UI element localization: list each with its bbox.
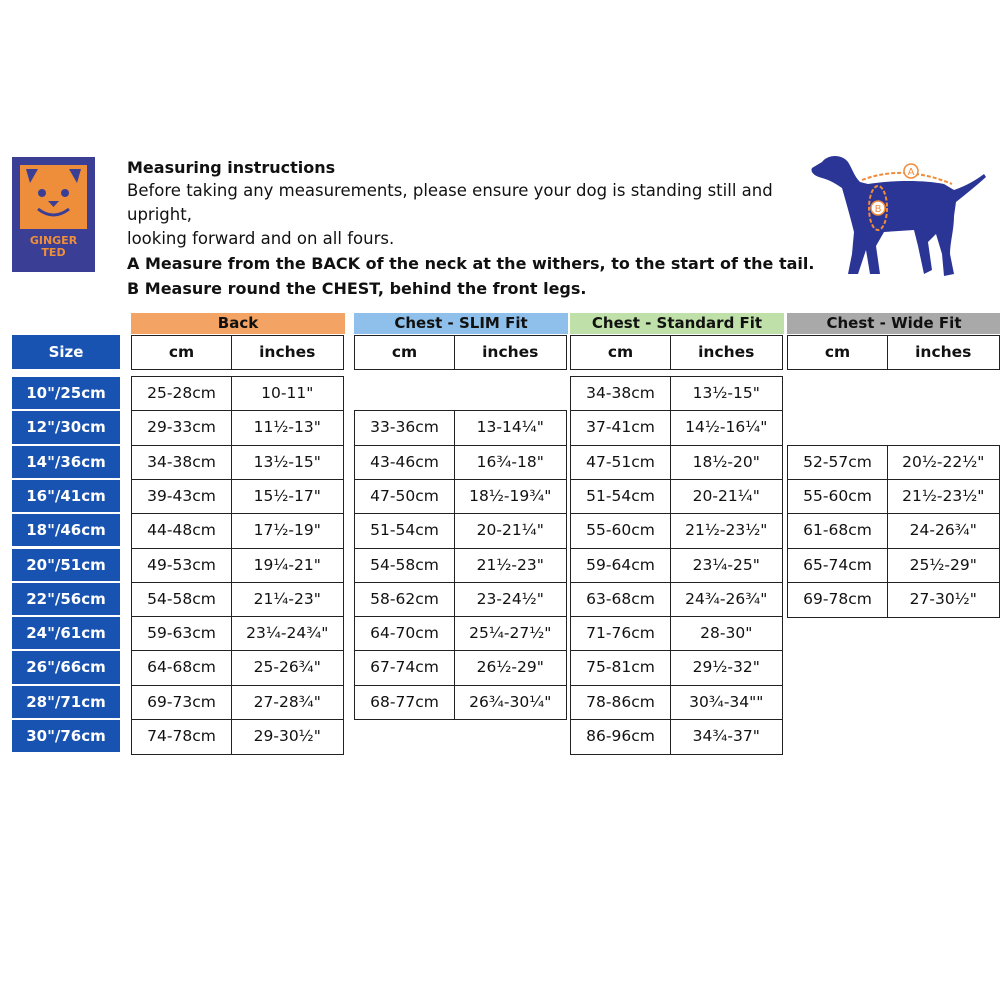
- table-cell-inches: 26¾-30¼": [454, 685, 568, 721]
- table-cell-inches: 13-14¼": [454, 410, 568, 446]
- table-cell-inches: 18½-19¾": [454, 479, 568, 515]
- table-cell-cm: 34-38cm: [570, 376, 671, 412]
- table-cell-cm: 61-68cm: [787, 513, 888, 549]
- table-cell-cm: 54-58cm: [131, 582, 232, 618]
- subheader-cm: cm: [570, 335, 671, 370]
- table-cell-cm: 37-41cm: [570, 410, 671, 446]
- table-cell-cm: 59-63cm: [131, 616, 232, 652]
- table-cell-inches: 29½-32": [670, 650, 784, 686]
- table-cell-inches: 28-30": [670, 616, 784, 652]
- table-cell-inches: 23-24½": [454, 582, 568, 618]
- table-cell-cm: 64-70cm: [354, 616, 455, 652]
- table-cell-cm: 67-74cm: [354, 650, 455, 686]
- size-header: Size: [12, 335, 120, 369]
- logo-line2: TED: [41, 246, 66, 259]
- table-cell-cm: 58-62cm: [354, 582, 455, 618]
- table-cell-cm: 47-51cm: [570, 445, 671, 481]
- table-cell-cm: 65-74cm: [787, 548, 888, 584]
- size-row-label: 26"/66cm: [12, 651, 120, 685]
- table-cell-cm: 39-43cm: [131, 479, 232, 515]
- subheader-cm: cm: [354, 335, 455, 370]
- table-cell-inches: 26½-29": [454, 650, 568, 686]
- table-cell-inches: 13½-15": [670, 376, 784, 412]
- size-row-label: 28"/71cm: [12, 686, 120, 720]
- table-cell-inches: 27-30½": [887, 582, 1000, 618]
- table-cell-inches: 20-21¼": [454, 513, 568, 549]
- table-cell-inches: 20-21¼": [670, 479, 784, 515]
- table-cell-inches: 21½-23½": [670, 513, 784, 549]
- table-cell-inches: 23¼-24¾": [231, 616, 345, 652]
- size-row-label: 30"/76cm: [12, 720, 120, 754]
- table-cell-cm: 64-68cm: [131, 650, 232, 686]
- group-header-wide: Chest - Wide Fit: [787, 313, 1000, 334]
- table-cell-inches: 25½-29": [887, 548, 1000, 584]
- table-cell-cm: 51-54cm: [570, 479, 671, 515]
- table-cell-cm: 51-54cm: [354, 513, 455, 549]
- subheader-cm: cm: [131, 335, 232, 370]
- table-cell-inches: 16¾-18": [454, 445, 568, 481]
- size-row-label: 10"/25cm: [12, 377, 120, 411]
- group-header-standard: Chest - Standard Fit: [570, 313, 784, 334]
- table-cell-cm: 52-57cm: [787, 445, 888, 481]
- table-cell-cm: 59-64cm: [570, 548, 671, 584]
- subheader-inches: inches: [670, 335, 784, 370]
- table-cell-cm: 44-48cm: [131, 513, 232, 549]
- ginger-ted-logo: [12, 157, 95, 272]
- table-cell-cm: 86-96cm: [570, 719, 671, 755]
- size-row-label: 20"/51cm: [12, 549, 120, 583]
- table-cell-cm: 63-68cm: [570, 582, 671, 618]
- size-row-label: 22"/56cm: [12, 583, 120, 617]
- label-b: B: [874, 204, 882, 215]
- table-cell-cm: 74-78cm: [131, 719, 232, 755]
- subheader-inches: inches: [454, 335, 568, 370]
- measuring-instructions: [127, 157, 817, 301]
- table-cell-inches: 21½-23": [454, 548, 568, 584]
- table-cell-inches: 20½-22½": [887, 445, 1000, 481]
- subheader-inches: inches: [887, 335, 1000, 370]
- table-cell-cm: 75-81cm: [570, 650, 671, 686]
- table-cell-inches: 24-26¾": [887, 513, 1000, 549]
- table-cell-inches: 17½-19": [231, 513, 345, 549]
- table-cell-inches: 11½-13": [231, 410, 345, 446]
- instructions-line2: looking forward and on all fours.: [127, 229, 395, 248]
- table-cell-cm: 69-73cm: [131, 685, 232, 721]
- size-row-label: 16"/41cm: [12, 480, 120, 514]
- table-cell-inches: 25¼-27½": [454, 616, 568, 652]
- table-cell-inches: 10-11": [231, 376, 345, 412]
- subheader-inches: inches: [231, 335, 345, 370]
- table-cell-cm: 78-86cm: [570, 685, 671, 721]
- table-cell-cm: 34-38cm: [131, 445, 232, 481]
- table-cell-inches: 21½-23½": [887, 479, 1000, 515]
- table-cell-cm: 47-50cm: [354, 479, 455, 515]
- table-cell-cm: 25-28cm: [131, 376, 232, 412]
- size-row-label: 14"/36cm: [12, 446, 120, 480]
- table-cell-cm: 55-60cm: [787, 479, 888, 515]
- label-a: A: [907, 167, 915, 178]
- table-cell-inches: 23¼-25": [670, 548, 784, 584]
- group-header-back: Back: [131, 313, 345, 334]
- size-row-label: 24"/61cm: [12, 617, 120, 651]
- table-cell-inches: 15½-17": [231, 479, 345, 515]
- instructions-title: Measuring instructions: [127, 158, 336, 177]
- table-cell-cm: 49-53cm: [131, 548, 232, 584]
- size-row-label: 12"/30cm: [12, 411, 120, 445]
- table-cell-inches: 29-30½": [231, 719, 345, 755]
- table-cell-inches: 18½-20": [670, 445, 784, 481]
- instructions-step-a: A Measure from the BACK of the neck at the withers, to the start of the tail.: [127, 254, 815, 273]
- size-row-label: 18"/46cm: [12, 514, 120, 548]
- table-cell-cm: 71-76cm: [570, 616, 671, 652]
- group-header-slim: Chest - SLIM Fit: [354, 313, 568, 334]
- table-cell-cm: 29-33cm: [131, 410, 232, 446]
- table-cell-inches: 21¼-23": [231, 582, 345, 618]
- table-cell-inches: 30¾-34"": [670, 685, 784, 721]
- table-cell-inches: 27-28¾": [231, 685, 345, 721]
- dog-measurement-diagram: [804, 150, 990, 282]
- table-cell-inches: 19¼-21": [231, 548, 345, 584]
- table-cell-inches: 13½-15": [231, 445, 345, 481]
- table-cell-cm: 69-78cm: [787, 582, 888, 618]
- table-cell-inches: 25-26¾": [231, 650, 345, 686]
- table-cell-inches: 34¾-37": [670, 719, 784, 755]
- table-cell-inches: 24¾-26¾": [670, 582, 784, 618]
- instructions-line1: Before taking any measurements, please ensure your dog is standing still and upright,: [127, 181, 773, 224]
- logo-line1: GINGER: [29, 234, 78, 247]
- table-cell-cm: 33-36cm: [354, 410, 455, 446]
- subheader-cm: cm: [787, 335, 888, 370]
- dog-face-icon: [20, 165, 87, 229]
- table-cell-cm: 55-60cm: [570, 513, 671, 549]
- instructions-step-b: B Measure round the CHEST, behind the front legs.: [127, 279, 587, 298]
- table-cell-cm: 43-46cm: [354, 445, 455, 481]
- table-cell-cm: 54-58cm: [354, 548, 455, 584]
- table-cell-inches: 14½-16¼": [670, 410, 784, 446]
- table-cell-cm: 68-77cm: [354, 685, 455, 721]
